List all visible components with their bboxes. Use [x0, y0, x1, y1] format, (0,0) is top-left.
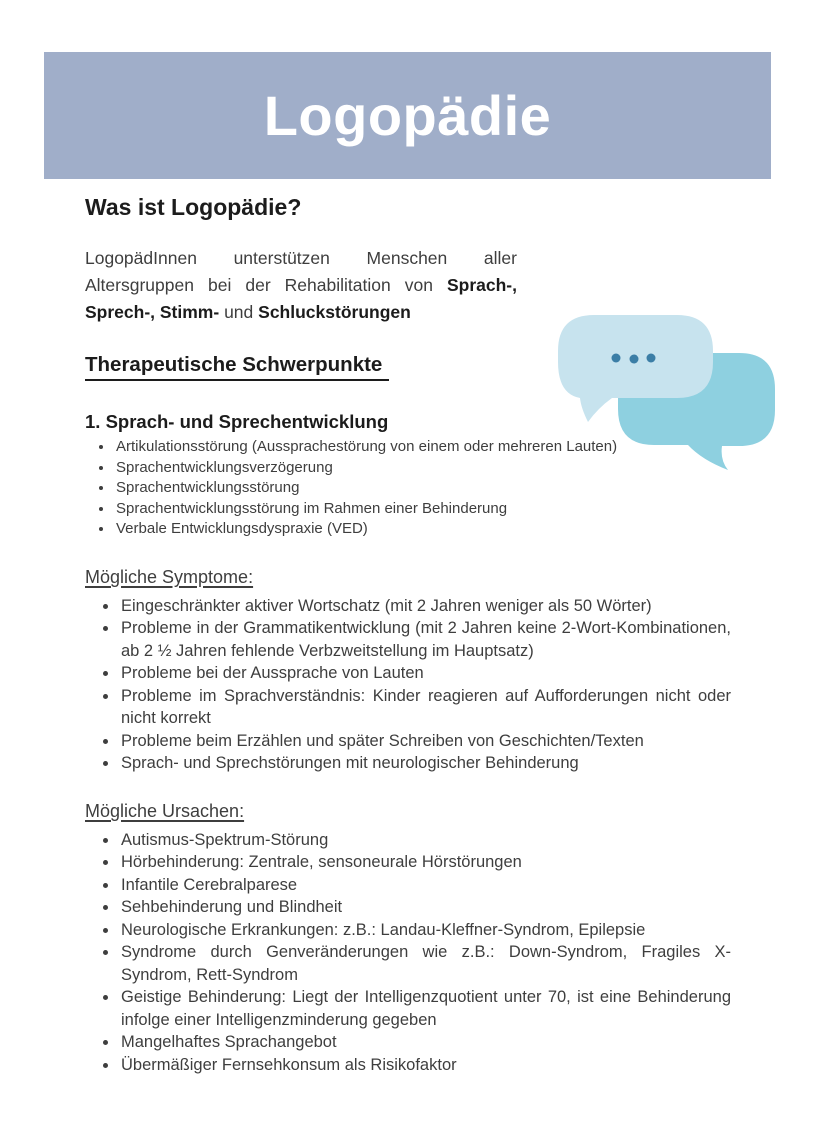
- speech-bubbles-graphic: [550, 298, 812, 488]
- list-item: • Sprach- und Sprechstörungen mit neurologischer Behinderung: [119, 752, 731, 775]
- list-item: • Autismus-Spektrum-Störung: [119, 829, 731, 852]
- causes-heading: Mögliche Ursachen:: [85, 800, 245, 821]
- bold-term: Sprach-, Sprech-, Stimm-: [85, 275, 517, 322]
- list-item: • Probleme im Sprachverständnis: Kinder reagieren auf Aufforderungen nicht oder nicht korrekt: [119, 685, 731, 730]
- list-item: • Syndrome durch Genveränderungen wie z.B.: Down-Syndrom, Fragiles X-Syndrom, Rett-Syndrom: [119, 941, 731, 986]
- intro-paragraph: [85, 245, 517, 326]
- bubble-dot: [630, 355, 639, 364]
- text-segment: LogopädInnen unterstützen Menschen aller Altersgruppen bei der Rehabilitation von: [85, 248, 517, 295]
- causes-list: [85, 829, 731, 1077]
- section-heading-therapeutic-focus: Therapeutische Schwerpunkte: [85, 353, 731, 381]
- text-segment: und: [219, 302, 259, 322]
- bubble-dot: [647, 354, 656, 363]
- list-item: • Sprachentwicklungsverzögerung: [114, 458, 731, 479]
- document-page: [0, 52, 815, 1143]
- title-banner: [44, 52, 771, 179]
- list-item: • Hörbehinderung: Zentrale, sensoneurale Hörstörungen: [119, 851, 731, 874]
- symptoms-list: [85, 595, 731, 775]
- list-item: • Sehbehinderung und Blindheit: [119, 896, 731, 919]
- list-item: • Übermäßiger Fernsehkonsum als Risikofaktor: [119, 1054, 731, 1077]
- list-item: • Eingeschränkter aktiver Wortschatz (mit 2 Jahren weniger als 50 Wörter): [119, 595, 731, 618]
- intro-heading: Was ist Logopädie?: [85, 194, 302, 220]
- list-item: • Mangelhaftes Sprachangebot: [119, 1031, 731, 1054]
- bold-term: Schluckstörungen: [258, 302, 411, 322]
- list-item: • Geistige Behinderung: Liegt der Intelligenzquotient unter 70, ist eine Behinderung infolge einer Intelligenzminderung gegeben: [119, 986, 731, 1031]
- list-item: • Probleme in der Grammatikentwicklung (mit 2 Jahren keine 2-Wort-Kombinationen, ab 2 ½ Jahren fehlende Verbzweitstellung im Hauptsatz): [119, 617, 731, 662]
- list-item: • Neurologische Erkrankungen: z.B.: Landau-Kleffner-Syndrom, Epilepsie: [119, 919, 731, 942]
- bubble-dot: [612, 354, 621, 363]
- list-item: • Probleme beim Erzählen und später Schreiben von Geschichten/Texten: [119, 730, 731, 753]
- list-item: • Infantile Cerebralparese: [119, 874, 731, 897]
- list-item: • Verbale Entwicklungsdyspraxie (VED): [114, 519, 731, 540]
- list-item: • Sprachentwicklungsstörung: [114, 478, 731, 499]
- symptoms-heading: Mögliche Symptome:: [85, 566, 254, 587]
- subsection-heading-speech-development: 1. Sprach- und Sprechentwicklung: [85, 411, 389, 432]
- list-item: • Sprachentwicklungsstörung im Rahmen einer Behinderung: [114, 499, 731, 520]
- list-item: • Artikulationsstörung (Aussprachestörung von einem oder mehreren Lauten): [114, 437, 731, 458]
- page-title: Logopädie: [263, 83, 552, 147]
- list-item: • Probleme bei der Aussprache von Lauten: [119, 662, 731, 685]
